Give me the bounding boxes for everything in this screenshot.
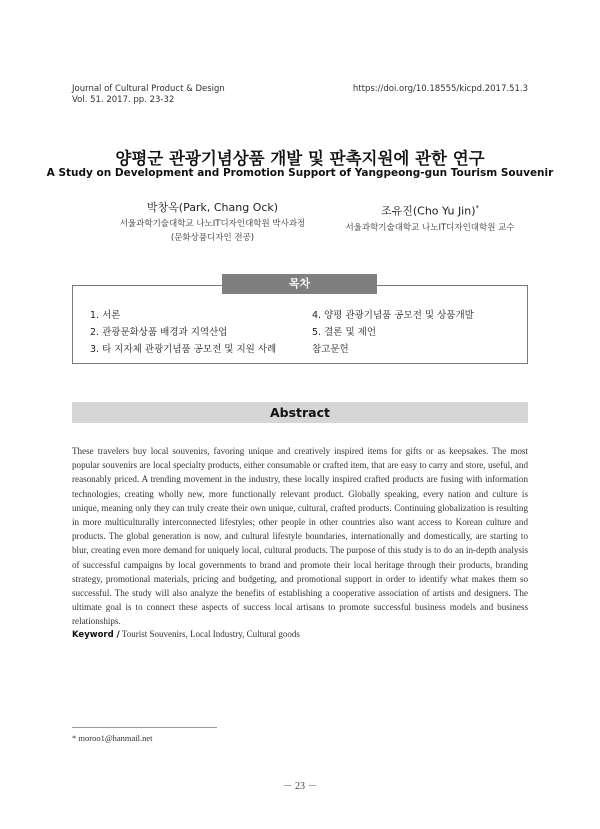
journal-volume: Vol. 51. 2017. pp. 23-32: [72, 95, 175, 105]
author-2-name: 조유진(Cho Yu Jin): [380, 204, 476, 218]
footnote-divider: [72, 727, 217, 728]
abstract-body: These travelers buy local souvenirs, favoring unique and creatively inspired items for gifts or as keepsakes. The most popular souvenirs are local specialty products, either consumable or crafted item, that are easy to carry and store, useful, and reasonably priced. A trending movement in the industry, these locally inspired crafted products are fusing with information technologies, creating wholly new, more functionally relevant product. Globally speaking, every nation and culture is unique, meaning only they can truly create their own unique, cultural, crafted products. Continuing globalization is resulting in more multiculturally interconnected lifestyles; other people in other countries also want access to Korean culture and products. The global generation is now, and cultural lifestyle boundaries, internationally and domestically, are starting to blur, creating even more demand for uniquely local, cultural products. The purpose of this study is to do an in-depth analysis of successful campaigns by local governments to brand and promote their local heritage through their products, branding strategy, promotional materials, pricing and budgeting, and promotional support in order to identify what makes them so successful. The study will also analyze the benefits of establishing a cooperative association of artists and designers. The ultimate goal is to connect these aspects of success local artisans to promote successful business models and business relationships.: [72, 446, 528, 627]
abstract-heading: Abstract: [72, 402, 528, 423]
toc-item: 참고문헌: [312, 344, 349, 355]
author-2-name-line: [320, 199, 540, 221]
author-2-affiliation: 서울과학기술대학교 나노IT디자인대학원 교수: [345, 222, 515, 233]
journal-header: [72, 84, 225, 106]
keyword-label: Keyword /: [72, 630, 120, 640]
page-number: － 23 －: [282, 781, 318, 792]
title-english: A Study on Development and Promotion Support of Yangpeong-gun Tourism Souvenir: [46, 167, 554, 179]
toc-item: 4. 양평 관광기념품 공모전 및 상품개발: [312, 310, 474, 321]
toc-item: 3. 타 지자체 관광기념품 공모전 및 지원 사례: [90, 344, 277, 355]
author-1-affiliation: 서울과학기술대학교 나노IT디자인대학원 박사과정: [119, 219, 306, 229]
corresponding-mark: *: [475, 204, 480, 212]
doi-link[interactable]: https://doi.org/10.18555/kicpd.2017.51.3: [352, 84, 528, 94]
author-1: [100, 199, 325, 245]
title-korean: 양평군 관광기념상품 개발 및 판촉지원에 관한 연구: [115, 149, 485, 168]
keyword-values: Tourist Souvenirs, Local Industry, Cultural goods: [121, 629, 300, 639]
toc-column-1: [90, 307, 276, 358]
author-1-affiliation-major: (문화상품디자인 전공): [170, 233, 255, 243]
toc-item: 2. 관광문화상품 배경과 지역산업: [90, 327, 228, 338]
keywords: [72, 629, 300, 640]
toc-title: 목차: [222, 274, 377, 294]
toc-item: 1. 서론: [90, 310, 121, 321]
footnote-email: * moroo1@hanmail.net: [72, 733, 153, 743]
author-1-name: 박창옥(Park, Chang Ock): [146, 201, 279, 214]
toc-item: 5. 결론 및 제언: [312, 327, 377, 338]
toc-column-2: [312, 307, 474, 358]
journal-name: Journal of Cultural Product & Design: [72, 84, 225, 94]
author-2: [320, 199, 540, 235]
